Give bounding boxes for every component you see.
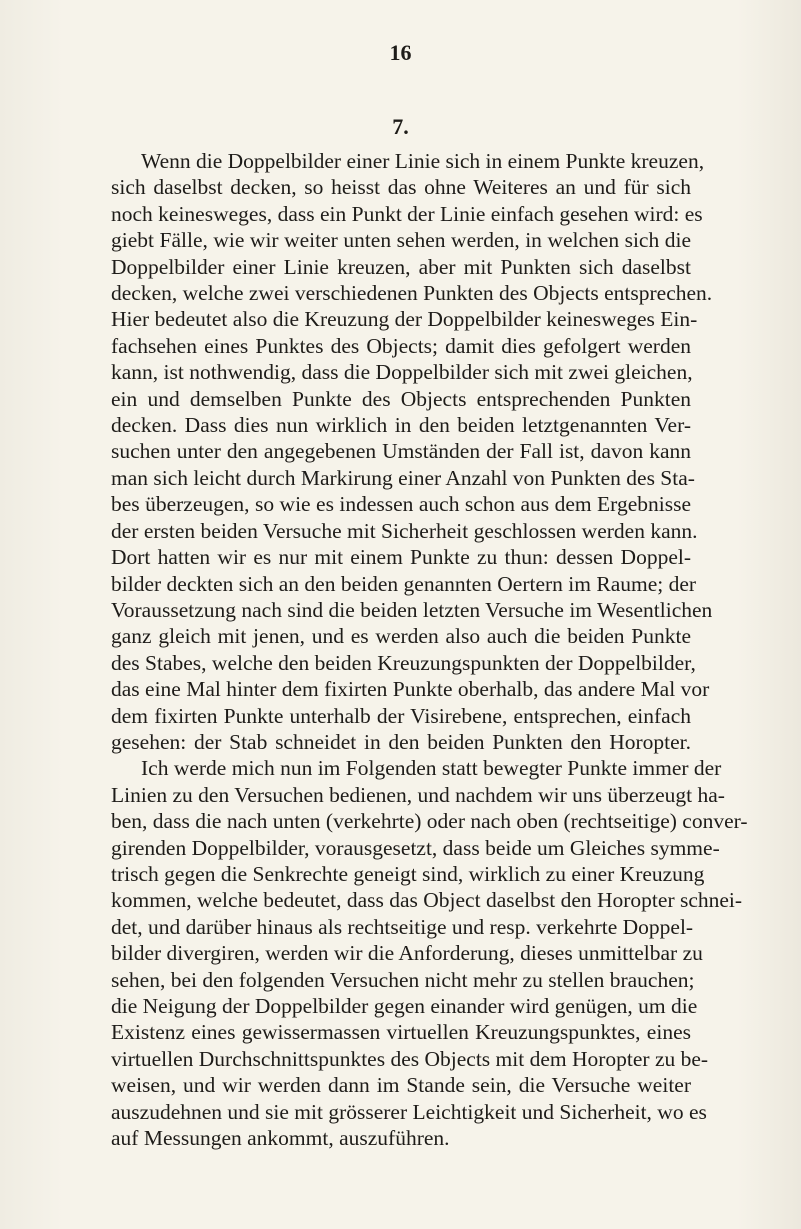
text-line: decken, welche zwei verschiedenen Punkten des Objects entsprechen. bbox=[111, 281, 713, 306]
text-line: decken. Dass dies nun wirklich in den beiden letztgenannten Ver- bbox=[111, 413, 691, 438]
text-line: auf Messungen ankommt, auszuführen. bbox=[111, 1126, 450, 1151]
text-line: Linien zu den Versuchen bedienen, und nachdem wir uns überzeugt ha- bbox=[111, 782, 725, 807]
text-line: ganz gleich mit jenen, und es werden also auch die beiden Punkte bbox=[111, 624, 691, 649]
text-line: man sich leicht durch Markirung einer Anzahl von Punkten des Sta- bbox=[111, 465, 695, 490]
text-line: Dort hatten wir es nur mit einem Punkte zu thun: dessen Doppel- bbox=[111, 545, 691, 570]
body-text bbox=[111, 148, 748, 1151]
text-line: des Stabes, welche den beiden Kreuzungspunkten der Doppelbilder, bbox=[111, 650, 696, 675]
text-line: noch keinesweges, dass ein Punkt der Linie einfach gesehen wird: es bbox=[111, 201, 703, 226]
text-line: das eine Mal hinter dem fixirten Punkte oberhalb, das andere Mal vor bbox=[111, 677, 710, 702]
text-line: sehen, bei den folgenden Versuchen nicht mehr zu stellen brauchen; bbox=[111, 967, 695, 992]
text-line: giebt Fälle, wie wir weiter unten sehen werden, in welchen sich die bbox=[111, 228, 691, 253]
text-line: sich daselbst decken, so heisst das ohne Weiteres an und für sich bbox=[111, 175, 691, 200]
text-line: der ersten beiden Versuche mit Sicherheit geschlossen werden kann. bbox=[111, 518, 698, 543]
text-line: virtuellen Durchschnittspunktes des Objects mit dem Horopter zu be- bbox=[111, 1046, 709, 1071]
text-line: bilder deckten sich an den beiden genannten Oertern im Raume; der bbox=[111, 571, 697, 596]
page-number: 16 bbox=[389, 40, 412, 65]
text-line: die Neigung der Doppelbilder gegen einander wird genügen, um die bbox=[111, 994, 698, 1018]
text-line: weisen, und wir werden dann im Stande sein, die Versuche weiter bbox=[111, 1073, 691, 1098]
text-line: kann, ist nothwendig, dass die Doppelbilder sich mit zwei gleichen, bbox=[111, 360, 693, 385]
text-line: gesehen: der Stab schneidet in den beiden Punkten den Horopter. bbox=[111, 729, 691, 754]
text-line: dem fixirten Punkte unterhalb der Visirebene, entsprechen, einfach bbox=[111, 703, 691, 728]
text-line: Wenn die Doppelbilder einer Linie sich in einem Punkte kreuzen, bbox=[141, 149, 705, 173]
text-line: auszudehnen und sie mit grösserer Leichtigkeit und Sicherheit, wo es bbox=[111, 1099, 707, 1124]
section-number: 7. bbox=[392, 114, 409, 139]
text-line: Ich werde mich nun im Folgenden statt bewegter Punkte immer der bbox=[141, 756, 722, 781]
text-line: Doppelbilder einer Linie kreuzen, aber mit Punkten sich daselbst bbox=[111, 254, 691, 279]
text-line: Hier bedeutet also die Kreuzung der Doppelbilder keinesweges Ein- bbox=[111, 307, 698, 332]
text-line: det, und darüber hinaus als rechtseitige und resp. verkehrte Doppel- bbox=[111, 914, 694, 939]
text-line: girenden Doppelbilder, vorausgesetzt, dass beide um Gleiches symme- bbox=[111, 835, 720, 860]
text-line: trisch gegen die Senkrechte geneigt sind, wirklich zu einer Kreuzung bbox=[111, 861, 705, 886]
text-line: ben, dass die nach unten (verkehrte) oder nach oben (rechtseitige) conver- bbox=[111, 809, 748, 834]
text-line: kommen, welche bedeutet, dass das Object daselbst den Horopter schnei- bbox=[111, 888, 743, 913]
text-line: bilder divergiren, werden wir die Anforderung, dieses unmittelbar zu bbox=[111, 941, 703, 966]
text-line: Voraussetzung nach sind die beiden letzten Versuche im Wesentlichen bbox=[111, 597, 713, 622]
text-line: fachsehen eines Punktes des Objects; damit dies gefolgert werden bbox=[111, 333, 691, 358]
text-line: ein und demselben Punkte des Objects entsprechenden Punkten bbox=[111, 386, 691, 411]
text-line: Existenz eines gewissermassen virtuellen Kreuzungspunktes, eines bbox=[111, 1020, 691, 1045]
text-line: suchen unter den angegebenen Umständen der Fall ist, davon kann bbox=[111, 439, 691, 464]
text-line: bes überzeugen, so wie es indessen auch schon aus dem Ergebnisse bbox=[111, 492, 691, 517]
